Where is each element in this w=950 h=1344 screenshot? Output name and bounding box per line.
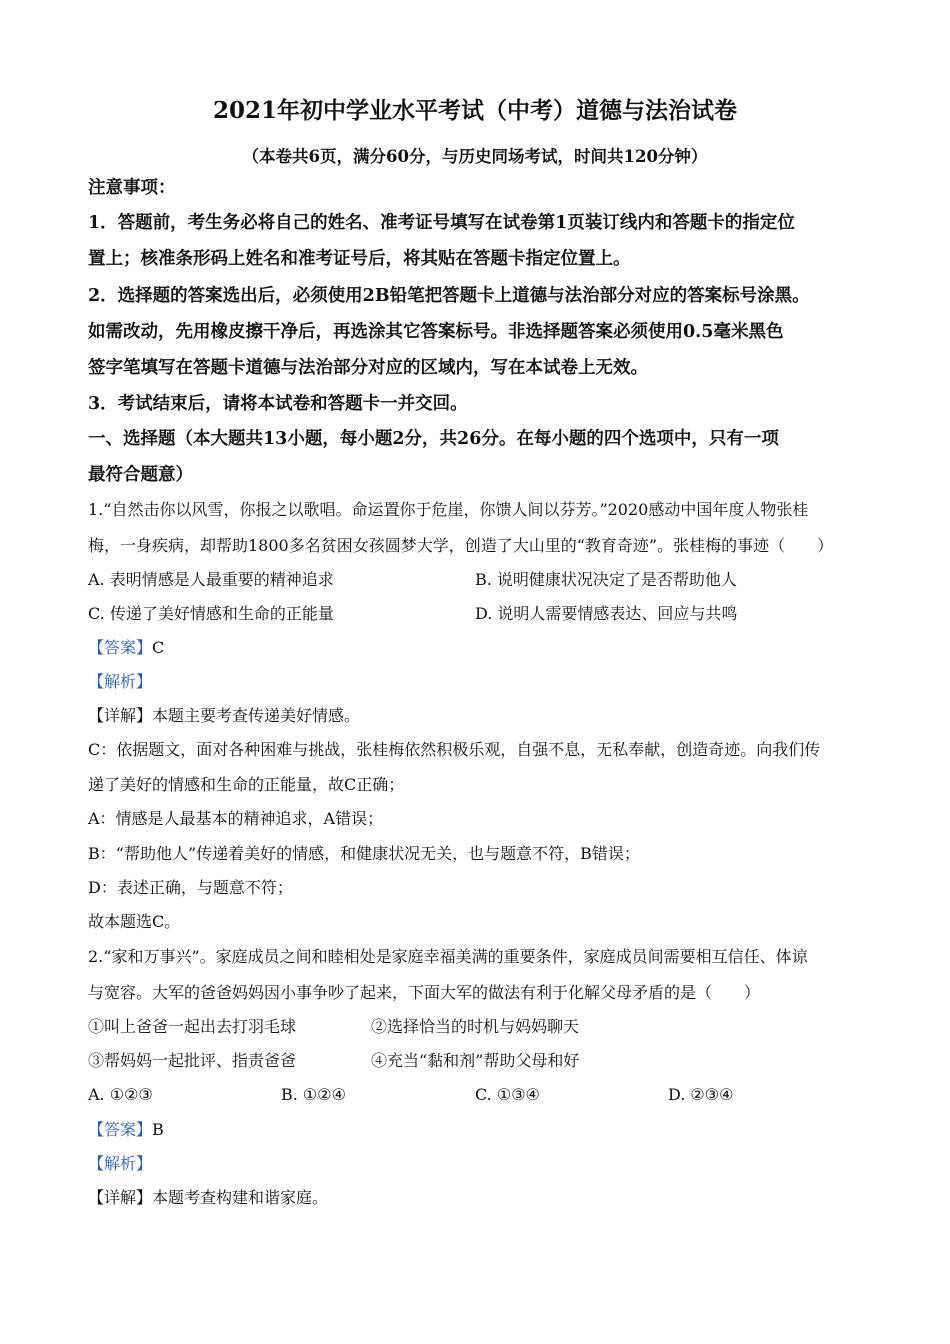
q1-option-b: B. 说明健康状况决定了是否帮助他人 — [475, 570, 737, 589]
q1-stem-cont: 梅，一身疾病，却帮助1800多名贫困女孩圆梦大学，创造了大山里的“教育奇迹”。张桂梅的事迹（ ） — [88, 536, 834, 555]
q1-option-d: D. 说明人需要情感表达、回应与共鸣 — [475, 604, 738, 623]
q1-explain: 递了美好的情感和生命的正能量，故C正确； — [88, 775, 405, 794]
notice-line: 签字笔填写在答题卡道德与法治部分对应的区域内，写在本试卷上无效。 — [88, 358, 648, 378]
detail-text: 本题主要考查传递美好情感。 — [152, 706, 361, 725]
q2-option-a: A. ①②③ — [88, 1085, 153, 1104]
notice-heading: 注意事项： — [88, 178, 176, 198]
detail-tag: 【详解】 — [88, 706, 153, 725]
q1-explain: B：“帮助他人”传递着美好的情感，和健康状况无关，也与题意不符，B错误； — [88, 844, 640, 863]
answer-tag: 【答案】 — [88, 638, 153, 657]
q1-explain: C：依据题文，面对各种困难与挑战，张桂梅依然积极乐观，自强不息，无私奉献，创造奇迹。向我们传 — [88, 740, 821, 759]
q2-stem-cont: 与宽容。大军的爸爸妈妈因小事争吵了起来，下面大军的做法有利于化解父母矛盾的是（ ） — [88, 983, 761, 1002]
q2-stem: 2.“家和万事兴”。家庭成员之间和睦相处是家庭幸福美满的重要条件，家庭成员间需要相互信任、体谅 — [88, 947, 808, 966]
q2-item-4: ④充当“黏和剂”帮助父母和好 — [371, 1051, 580, 1070]
q1-option-a: A. 表明情感是人最重要的精神追求 — [88, 570, 334, 589]
q2-detail — [88, 1187, 328, 1209]
q2-item-1: ①叫上爸爸一起出去打羽毛球 — [88, 1017, 297, 1036]
q1-explain: D：表述正确，与题意不符； — [88, 878, 293, 897]
notice-line: 1．答题前，考生务必将自己的姓名、准考证号填写在试卷第1页装订线内和答题卡的指定位 — [88, 213, 795, 233]
q1-detail — [88, 705, 360, 727]
q2-option-b: B. ①②④ — [281, 1085, 346, 1104]
q2-answer — [88, 1119, 164, 1141]
notice-line: 2．选择题的答案选出后，必须使用2B铅笔把答题卡上道德与法治部分对应的答案标号涂黑。 — [88, 286, 810, 306]
q2-item-3: ③帮妈妈一起批评、指责爸爸 — [88, 1051, 297, 1070]
q1-stem: 1.“自然击你以风雪，你报之以歌唱。命运置你于危崖，你馈人间以芬芳。”2020感动中国年度人物张桂 — [88, 500, 809, 519]
exam-subtitle: （本卷共6页，满分60分，与历史同场考试，时间共120分钟） — [242, 147, 708, 166]
q1-analysis-tag: 【解析】 — [88, 672, 153, 691]
section-heading-cont: 最符合题意） — [88, 465, 193, 485]
notice-line: 3．考试结束后，请将本试卷和答题卡一并交回。 — [88, 394, 468, 414]
detail-tag: 【详解】 — [88, 1188, 153, 1207]
answer-tag: 【答案】 — [88, 1120, 153, 1139]
section-heading: 一、选择题（本大题共13小题，每小题2分，共26分。在每小题的四个选项中，只有一项 — [88, 429, 779, 449]
notice-line: 置上；核准条形码上姓名和准考证号后，将其贴在答题卡指定位置上。 — [88, 249, 631, 269]
answer-value: C — [152, 638, 165, 657]
q1-explain: A：情感是人最基本的精神追求，A错误； — [88, 809, 384, 828]
q2-analysis-tag: 【解析】 — [88, 1154, 153, 1173]
q1-option-c: C. 传递了美好情感和生命的正能量 — [88, 604, 334, 623]
page-title: 2021年初中学业水平考试（中考）道德与法治试卷 — [212, 97, 737, 124]
detail-text: 本题考查构建和谐家庭。 — [152, 1188, 329, 1207]
q1-answer — [88, 637, 164, 659]
q2-item-2: ②选择恰当的时机与妈妈聊天 — [371, 1017, 580, 1036]
q2-option-c: C. ①③④ — [475, 1085, 540, 1104]
answer-value: B — [152, 1120, 164, 1139]
q1-explain: 故本题选C。 — [88, 912, 181, 931]
q2-option-d: D. ②③④ — [668, 1085, 734, 1104]
notice-line: 如需改动，先用橡皮擦干净后，再选涂其它答案标号。非选择题答案必须使用0.5毫米黑色 — [88, 322, 784, 342]
